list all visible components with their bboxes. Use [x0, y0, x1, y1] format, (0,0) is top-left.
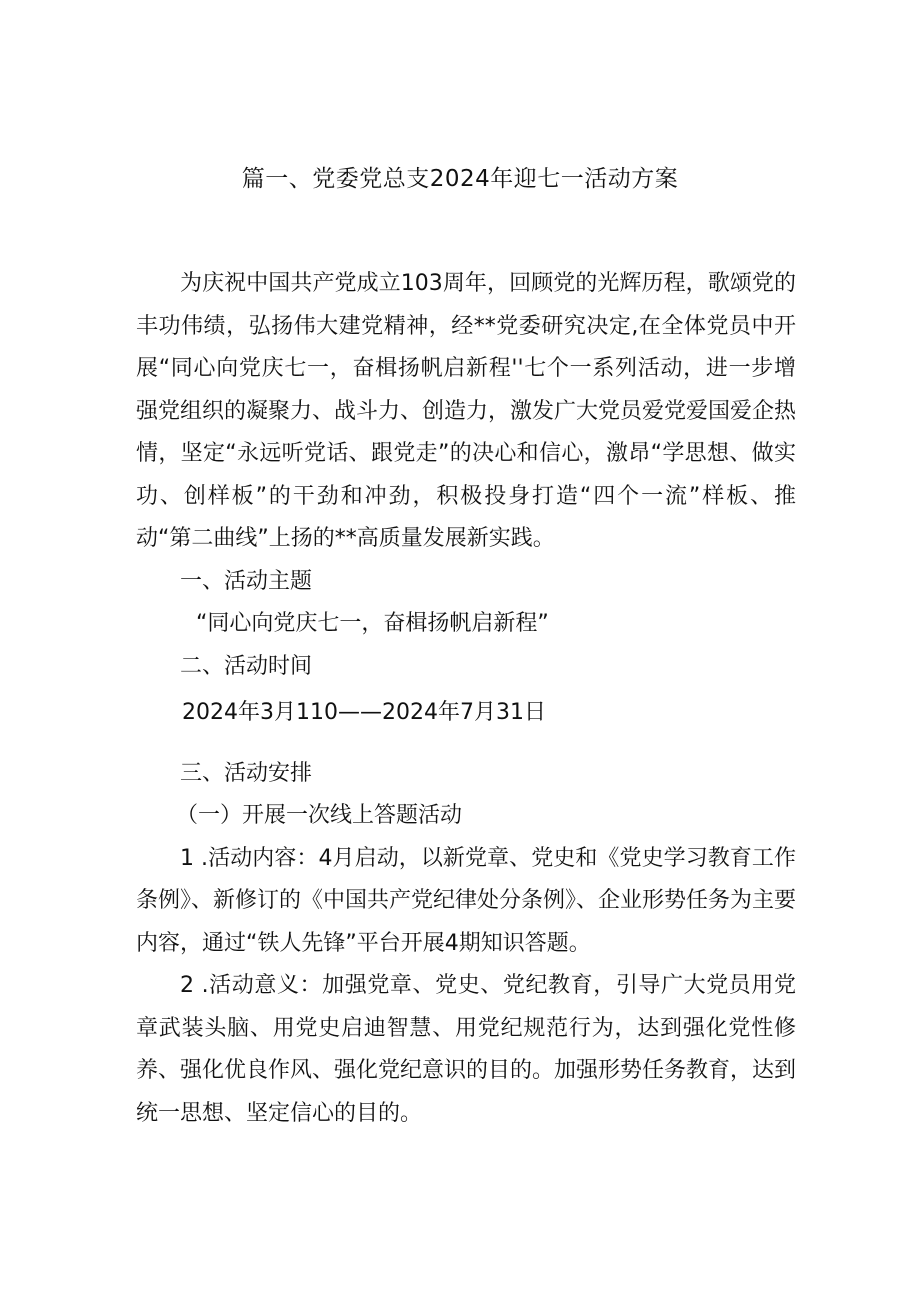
section-heading-theme: 一、活动主题	[180, 568, 313, 594]
activity-time: 2024年3月110——2024年7月31日	[182, 700, 546, 725]
section-heading-arrangement: 三、活动安排	[180, 760, 313, 786]
section-heading-time: 二、活动时间	[180, 653, 313, 679]
item-activity-significance: 2 .活动意义：加强党章、党史、党纪教育，引导广大党员用党章武装头脑、用党史启迪智慧、用党纪规范行为，达到强化党性修养、强化优良作风、强化党纪意识的目的。加强形势任务教育，达到统一思想、坚定信心的目的。	[136, 973, 797, 1126]
document-body	[136, 263, 796, 1135]
subsection-heading-online-quiz: （一）开展一次线上答题活动	[176, 803, 463, 828]
activity-theme: “同心向党庆七一，奋楫扬帆启新程”	[196, 611, 549, 636]
item-activity-content: 1 .活动内容：4月启动，以新党章、党史和《党史学习教育工作条例》、新修订的《中国共产党纪律处分条例》、企业形势任务为主要内容，通过“铁人先锋”平台开展4期知识答题。	[136, 845, 797, 956]
document-title: 篇一、党委党总支2024年迎七一活动方案	[241, 166, 679, 192]
intro-paragraph: 为庆祝中国共产党成立103周年，回顾党的光辉历程，歌颂党的丰功伟绩，弘扬伟大建党精神，经**党委研究决定,在全体党员中开展“同心向党庆七一，奋楫扬帆启新程''七个一系列活动，进一步增强党组织的凝聚力、战斗力、创造力，激发广大党员爱党爱国爱企热情，坚定“永远听党话、跟党走”的决心和信心，激昂“学思想、做实功、创样板”的干劲和冲劲，积极投身打造“四个一流”样板、推动“第二曲线”上扬的**高质量发展新实践。	[136, 271, 797, 551]
